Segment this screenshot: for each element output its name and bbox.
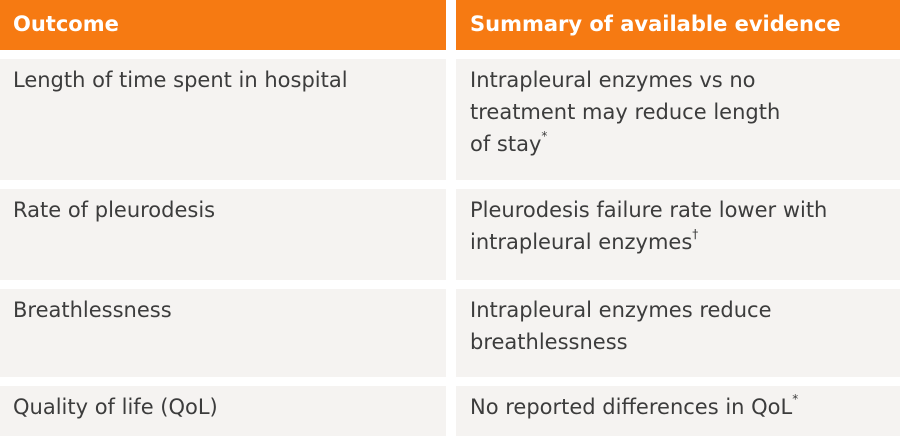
evidence-line: Intrapleural enzymes vs no bbox=[470, 68, 756, 92]
header-evidence: Summary of available evidence bbox=[456, 0, 900, 50]
evidence-line: breathlessness bbox=[470, 330, 628, 354]
outcome-cell: Length of time spent in hospital bbox=[0, 59, 446, 180]
table-header-row bbox=[0, 0, 900, 50]
table-row bbox=[0, 59, 900, 180]
footnote-mark: * bbox=[792, 392, 799, 406]
evidence-line: treatment may reduce length bbox=[470, 100, 781, 124]
evidence-line: Pleurodesis failure rate lower with bbox=[470, 198, 828, 222]
evidence-line: Intrapleural enzymes reduce bbox=[470, 298, 772, 322]
table-row bbox=[0, 189, 900, 280]
evidence-line bbox=[470, 128, 888, 160]
footnote-mark: * bbox=[541, 129, 548, 143]
table-row bbox=[0, 386, 900, 436]
table-row bbox=[0, 289, 900, 377]
footnote-mark: † bbox=[692, 227, 699, 241]
evidence-cell bbox=[456, 289, 900, 377]
outcome-cell: Breathlessness bbox=[0, 289, 446, 377]
evidence-line-text: intrapleural enzymes bbox=[470, 230, 693, 254]
outcome-cell: Rate of pleurodesis bbox=[0, 189, 446, 280]
evidence-line bbox=[470, 226, 888, 258]
evidence-line-text: of stay bbox=[470, 132, 542, 156]
evidence-cell bbox=[456, 189, 900, 280]
header-outcome: Outcome bbox=[0, 0, 446, 50]
evidence-line-text: No reported differences in QoL bbox=[470, 395, 793, 419]
evidence-line bbox=[470, 391, 888, 423]
evidence-cell bbox=[456, 386, 900, 436]
outcome-cell: Quality of life (QoL) bbox=[0, 386, 446, 436]
evidence-cell bbox=[456, 59, 900, 180]
